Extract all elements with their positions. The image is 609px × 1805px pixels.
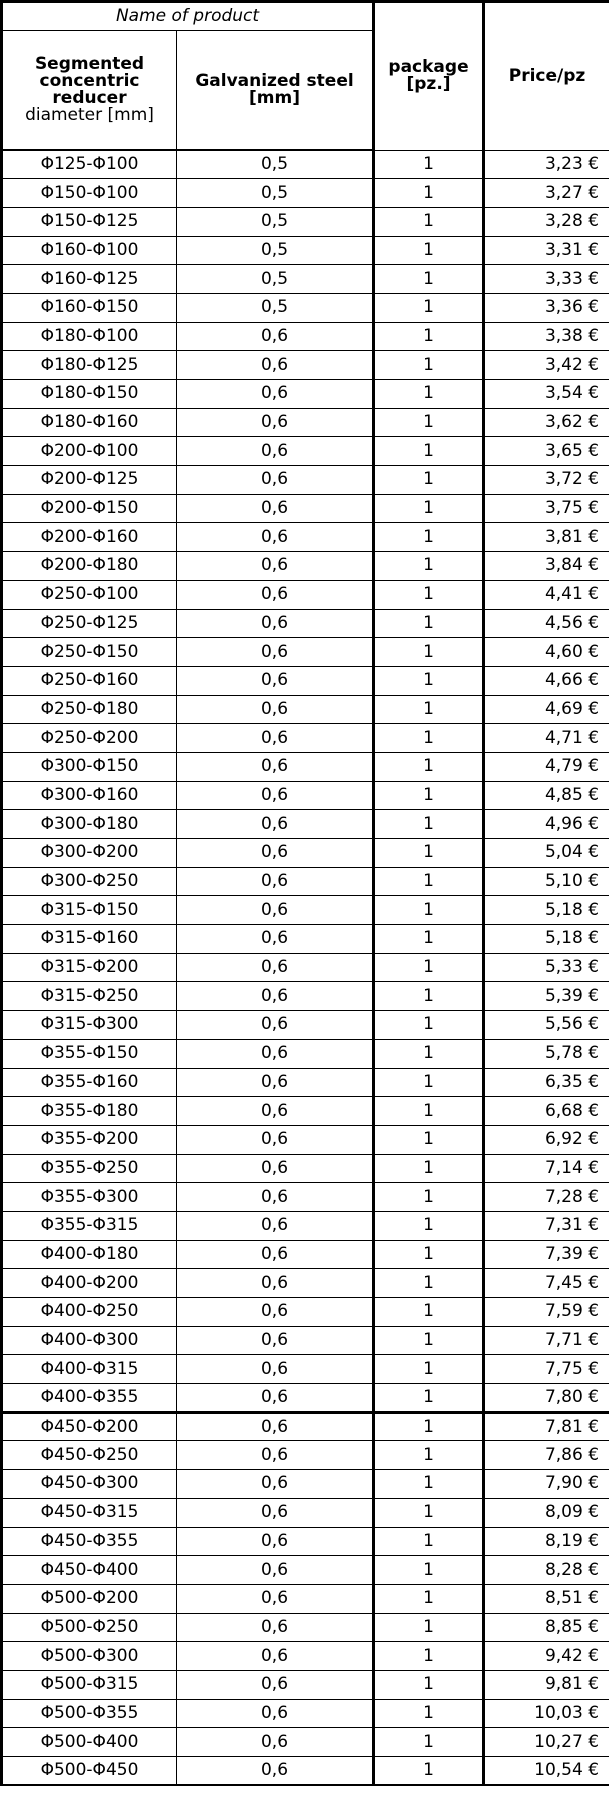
table-row	[2, 781, 609, 810]
table-row	[2, 1384, 609, 1413]
thickness-cell: 0,6	[177, 408, 374, 437]
diameter-cell: Φ500-Φ450	[2, 1757, 177, 1786]
package-cell: 1	[374, 1298, 484, 1327]
price-cell: 5,56 €	[484, 1011, 609, 1040]
diameter-cell: Φ400-Φ315	[2, 1355, 177, 1384]
thickness-cell: 0,6	[177, 1670, 374, 1699]
price-cell: 3,84 €	[484, 552, 609, 581]
table-row	[2, 207, 609, 236]
price-cell: 3,28 €	[484, 207, 609, 236]
price-cell: 4,79 €	[484, 752, 609, 781]
diameter-cell: Φ250-Φ160	[2, 666, 177, 695]
package-cell: 1	[374, 322, 484, 351]
price-cell: 3,65 €	[484, 437, 609, 466]
price-cell: 4,71 €	[484, 724, 609, 753]
diameter-header-line2: concentric	[39, 71, 140, 91]
table-row	[2, 1670, 609, 1699]
price-cell: 5,04 €	[484, 839, 609, 868]
diameter-cell: Φ250-Φ180	[2, 695, 177, 724]
table-row	[2, 466, 609, 495]
package-cell: 1	[374, 1470, 484, 1499]
table-row	[2, 982, 609, 1011]
diameter-cell: Φ500-Φ355	[2, 1699, 177, 1728]
diameter-cell: Φ150-Φ100	[2, 179, 177, 208]
package-cell: 1	[374, 953, 484, 982]
thickness-cell: 0,6	[177, 953, 374, 982]
diameter-cell: Φ300-Φ180	[2, 810, 177, 839]
diameter-header-line3: reducer	[52, 88, 127, 108]
diameter-cell: Φ250-Φ200	[2, 724, 177, 753]
package-cell: 1	[374, 408, 484, 437]
price-cell: 4,56 €	[484, 609, 609, 638]
diameter-cell: Φ500-Φ315	[2, 1670, 177, 1699]
table-row	[2, 236, 609, 265]
price-cell: 5,33 €	[484, 953, 609, 982]
thickness-cell: 0,5	[177, 179, 374, 208]
price-cell: 8,09 €	[484, 1498, 609, 1527]
table-row	[2, 839, 609, 868]
price-header: Price/pz	[484, 2, 609, 151]
diameter-cell: Φ150-Φ125	[2, 207, 177, 236]
price-cell: 7,71 €	[484, 1326, 609, 1355]
price-cell: 3,38 €	[484, 322, 609, 351]
price-cell: 4,96 €	[484, 810, 609, 839]
diameter-cell: Φ200-Φ150	[2, 494, 177, 523]
price-cell: 3,23 €	[484, 150, 609, 179]
price-cell: 9,42 €	[484, 1642, 609, 1671]
price-cell: 5,39 €	[484, 982, 609, 1011]
diameter-cell: Φ160-Φ100	[2, 236, 177, 265]
package-cell: 1	[374, 896, 484, 925]
thickness-cell: 0,6	[177, 552, 374, 581]
package-cell: 1	[374, 839, 484, 868]
package-cell: 1	[374, 1498, 484, 1527]
diameter-cell: Φ180-Φ100	[2, 322, 177, 351]
price-cell: 4,85 €	[484, 781, 609, 810]
price-cell: 8,28 €	[484, 1556, 609, 1585]
diameter-cell: Φ355-Φ160	[2, 1068, 177, 1097]
price-cell: 4,41 €	[484, 580, 609, 609]
package-cell: 1	[374, 437, 484, 466]
diameter-cell: Φ315-Φ200	[2, 953, 177, 982]
price-cell: 7,45 €	[484, 1269, 609, 1298]
diameter-cell: Φ500-Φ200	[2, 1584, 177, 1613]
package-cell: 1	[374, 179, 484, 208]
diameter-cell: Φ450-Φ315	[2, 1498, 177, 1527]
diameter-cell: Φ500-Φ400	[2, 1728, 177, 1757]
package-cell: 1	[374, 1125, 484, 1154]
diameter-cell: Φ180-Φ160	[2, 408, 177, 437]
package-cell: 1	[374, 265, 484, 294]
package-cell: 1	[374, 1728, 484, 1757]
thickness-cell: 0,6	[177, 609, 374, 638]
price-cell: 10,27 €	[484, 1728, 609, 1757]
diameter-cell: Φ400-Φ250	[2, 1298, 177, 1327]
name-of-product-header: Name of product	[2, 2, 374, 31]
table-body	[2, 150, 609, 1785]
package-cell: 1	[374, 1527, 484, 1556]
price-cell: 7,75 €	[484, 1355, 609, 1384]
thickness-cell: 0,6	[177, 1154, 374, 1183]
package-cell: 1	[374, 1011, 484, 1040]
price-cell: 10,54 €	[484, 1757, 609, 1786]
package-cell: 1	[374, 1097, 484, 1126]
thickness-cell: 0,6	[177, 1441, 374, 1470]
diameter-cell: Φ400-Φ355	[2, 1384, 177, 1413]
thickness-cell: 0,6	[177, 896, 374, 925]
price-cell: 4,69 €	[484, 695, 609, 724]
thickness-cell: 0,6	[177, 982, 374, 1011]
thickness-cell: 0,6	[177, 1384, 374, 1413]
thickness-header-line1: Galvanized steel	[195, 71, 354, 91]
thickness-cell: 0,6	[177, 1326, 374, 1355]
diameter-cell: Φ300-Φ200	[2, 839, 177, 868]
price-cell: 7,39 €	[484, 1240, 609, 1269]
price-cell: 8,19 €	[484, 1527, 609, 1556]
package-cell: 1	[374, 1757, 484, 1786]
price-cell: 6,35 €	[484, 1068, 609, 1097]
package-cell: 1	[374, 1642, 484, 1671]
table-row	[2, 1097, 609, 1126]
package-cell: 1	[374, 236, 484, 265]
table-row	[2, 265, 609, 294]
package-cell: 1	[374, 1613, 484, 1642]
diameter-header-line1: Segmented	[34, 54, 145, 74]
thickness-cell: 0,6	[177, 867, 374, 896]
thickness-cell: 0,6	[177, 1728, 374, 1757]
package-header-line2: [pz.]	[406, 74, 451, 95]
thickness-cell: 0,6	[177, 752, 374, 781]
price-cell: 7,81 €	[484, 1412, 609, 1441]
thickness-cell: 0,6	[177, 1699, 374, 1728]
table-row	[2, 293, 609, 322]
diameter-cell: Φ355-Φ150	[2, 1039, 177, 1068]
price-cell: 3,27 €	[484, 179, 609, 208]
diameter-cell: Φ355-Φ180	[2, 1097, 177, 1126]
table-row	[2, 1441, 609, 1470]
package-cell: 1	[374, 1039, 484, 1068]
diameter-cell: Φ200-Φ160	[2, 523, 177, 552]
table-row	[2, 1183, 609, 1212]
thickness-cell: 0,6	[177, 1556, 374, 1585]
package-cell: 1	[374, 609, 484, 638]
package-cell: 1	[374, 580, 484, 609]
table-row	[2, 724, 609, 753]
thickness-cell: 0,5	[177, 207, 374, 236]
thickness-cell: 0,6	[177, 666, 374, 695]
table-row	[2, 1556, 609, 1585]
thickness-cell: 0,6	[177, 1642, 374, 1671]
table-row	[2, 896, 609, 925]
diameter-cell: Φ400-Φ180	[2, 1240, 177, 1269]
price-cell: 3,62 €	[484, 408, 609, 437]
table-row	[2, 1412, 609, 1441]
thickness-cell: 0,6	[177, 351, 374, 380]
table-row	[2, 179, 609, 208]
table-row	[2, 1240, 609, 1269]
thickness-cell: 0,5	[177, 236, 374, 265]
thickness-cell: 0,6	[177, 1298, 374, 1327]
thickness-cell: 0,6	[177, 695, 374, 724]
table-row	[2, 1269, 609, 1298]
package-cell: 1	[374, 466, 484, 495]
price-cell: 4,66 €	[484, 666, 609, 695]
price-cell: 7,14 €	[484, 1154, 609, 1183]
table-row	[2, 810, 609, 839]
diameter-cell: Φ180-Φ125	[2, 351, 177, 380]
thickness-cell: 0,6	[177, 1527, 374, 1556]
diameter-cell: Φ200-Φ125	[2, 466, 177, 495]
price-cell: 8,85 €	[484, 1613, 609, 1642]
table-row	[2, 1757, 609, 1786]
package-cell: 1	[374, 1556, 484, 1585]
diameter-cell: Φ250-Φ125	[2, 609, 177, 638]
price-cell: 9,81 €	[484, 1670, 609, 1699]
diameter-cell: Φ355-Φ315	[2, 1211, 177, 1240]
diameter-cell: Φ500-Φ300	[2, 1642, 177, 1671]
table-row	[2, 953, 609, 982]
price-cell: 3,54 €	[484, 380, 609, 409]
table-row	[2, 580, 609, 609]
package-cell: 1	[374, 781, 484, 810]
package-cell: 1	[374, 867, 484, 896]
thickness-cell: 0,6	[177, 1613, 374, 1642]
thickness-cell: 0,6	[177, 925, 374, 954]
thickness-header	[177, 31, 374, 151]
table-row	[2, 1125, 609, 1154]
price-cell: 4,60 €	[484, 638, 609, 667]
package-cell: 1	[374, 1355, 484, 1384]
package-cell: 1	[374, 1183, 484, 1212]
diameter-cell: Φ250-Φ100	[2, 580, 177, 609]
thickness-cell: 0,6	[177, 1039, 374, 1068]
diameter-cell: Φ160-Φ150	[2, 293, 177, 322]
table-row	[2, 408, 609, 437]
thickness-header-line2: [mm]	[249, 88, 300, 108]
package-cell: 1	[374, 1699, 484, 1728]
package-cell: 1	[374, 293, 484, 322]
table-row	[2, 1584, 609, 1613]
thickness-cell: 0,6	[177, 494, 374, 523]
table-row	[2, 1699, 609, 1728]
diameter-cell: Φ200-Φ180	[2, 552, 177, 581]
thickness-cell: 0,6	[177, 1183, 374, 1212]
diameter-cell: Φ450-Φ200	[2, 1412, 177, 1441]
diameter-cell: Φ250-Φ150	[2, 638, 177, 667]
thickness-cell: 0,6	[177, 1068, 374, 1097]
table-row	[2, 695, 609, 724]
thickness-cell: 0,6	[177, 810, 374, 839]
thickness-cell: 0,6	[177, 322, 374, 351]
table-row	[2, 494, 609, 523]
price-cell: 6,92 €	[484, 1125, 609, 1154]
package-cell: 1	[374, 695, 484, 724]
package-cell: 1	[374, 666, 484, 695]
diameter-cell: Φ400-Φ300	[2, 1326, 177, 1355]
diameter-cell: Φ160-Φ125	[2, 265, 177, 294]
package-cell: 1	[374, 724, 484, 753]
thickness-cell: 0,6	[177, 466, 374, 495]
package-cell: 1	[374, 1269, 484, 1298]
package-cell: 1	[374, 207, 484, 236]
thickness-cell: 0,6	[177, 523, 374, 552]
thickness-cell: 0,6	[177, 638, 374, 667]
price-cell: 5,18 €	[484, 896, 609, 925]
thickness-cell: 0,6	[177, 1412, 374, 1441]
thickness-cell: 0,5	[177, 293, 374, 322]
package-cell: 1	[374, 351, 484, 380]
table-row	[2, 1011, 609, 1040]
price-cell: 7,31 €	[484, 1211, 609, 1240]
diameter-cell: Φ125-Φ100	[2, 150, 177, 179]
table-row	[2, 322, 609, 351]
price-cell: 5,78 €	[484, 1039, 609, 1068]
price-cell: 10,03 €	[484, 1699, 609, 1728]
price-cell: 5,10 €	[484, 867, 609, 896]
diameter-cell: Φ315-Φ300	[2, 1011, 177, 1040]
table-row	[2, 1498, 609, 1527]
package-cell: 1	[374, 1670, 484, 1699]
package-cell: 1	[374, 925, 484, 954]
diameter-header-unit: diameter [mm]	[25, 105, 154, 125]
table-row	[2, 523, 609, 552]
table-row	[2, 1527, 609, 1556]
package-cell: 1	[374, 1211, 484, 1240]
table-row	[2, 1728, 609, 1757]
price-cell: 5,18 €	[484, 925, 609, 954]
table-row	[2, 150, 609, 179]
thickness-cell: 0,6	[177, 580, 374, 609]
thickness-cell: 0,6	[177, 1125, 374, 1154]
table-row	[2, 437, 609, 466]
package-cell: 1	[374, 1412, 484, 1441]
diameter-cell: Φ300-Φ250	[2, 867, 177, 896]
table-row	[2, 609, 609, 638]
price-cell: 3,33 €	[484, 265, 609, 294]
package-cell: 1	[374, 810, 484, 839]
price-cell: 3,36 €	[484, 293, 609, 322]
diameter-cell: Φ315-Φ150	[2, 896, 177, 925]
table-row	[2, 1613, 609, 1642]
table-row	[2, 1039, 609, 1068]
thickness-cell: 0,6	[177, 724, 374, 753]
thickness-cell: 0,6	[177, 781, 374, 810]
diameter-cell: Φ300-Φ160	[2, 781, 177, 810]
package-cell: 1	[374, 752, 484, 781]
thickness-cell: 0,5	[177, 265, 374, 294]
diameter-cell: Φ200-Φ100	[2, 437, 177, 466]
table-row	[2, 1326, 609, 1355]
price-cell: 7,80 €	[484, 1384, 609, 1413]
package-header	[374, 2, 484, 151]
table-row	[2, 1154, 609, 1183]
table-row	[2, 666, 609, 695]
diameter-header	[2, 31, 177, 151]
table-row	[2, 867, 609, 896]
diameter-cell: Φ180-Φ150	[2, 380, 177, 409]
diameter-cell: Φ450-Φ250	[2, 1441, 177, 1470]
price-cell: 6,68 €	[484, 1097, 609, 1126]
package-cell: 1	[374, 150, 484, 179]
package-cell: 1	[374, 1584, 484, 1613]
price-cell: 7,86 €	[484, 1441, 609, 1470]
package-cell: 1	[374, 1441, 484, 1470]
thickness-cell: 0,6	[177, 437, 374, 466]
thickness-cell: 0,6	[177, 1498, 374, 1527]
table-row	[2, 1211, 609, 1240]
diameter-cell: Φ355-Φ200	[2, 1125, 177, 1154]
table-row	[2, 1298, 609, 1327]
diameter-cell: Φ500-Φ250	[2, 1613, 177, 1642]
diameter-cell: Φ355-Φ250	[2, 1154, 177, 1183]
price-cell: 3,81 €	[484, 523, 609, 552]
package-cell: 1	[374, 638, 484, 667]
package-cell: 1	[374, 1384, 484, 1413]
package-cell: 1	[374, 1326, 484, 1355]
thickness-cell: 0,6	[177, 1240, 374, 1269]
diameter-cell: Φ315-Φ160	[2, 925, 177, 954]
price-cell: 3,72 €	[484, 466, 609, 495]
table-row	[2, 380, 609, 409]
thickness-cell: 0,5	[177, 150, 374, 179]
thickness-cell: 0,6	[177, 1269, 374, 1298]
table-row	[2, 1470, 609, 1499]
diameter-cell: Φ300-Φ150	[2, 752, 177, 781]
diameter-cell: Φ450-Φ400	[2, 1556, 177, 1585]
table-row	[2, 752, 609, 781]
table-row	[2, 1068, 609, 1097]
diameter-cell: Φ355-Φ300	[2, 1183, 177, 1212]
package-header-line1: package	[388, 57, 469, 78]
price-cell: 7,59 €	[484, 1298, 609, 1327]
diameter-cell: Φ400-Φ200	[2, 1269, 177, 1298]
thickness-cell: 0,6	[177, 1470, 374, 1499]
diameter-cell: Φ450-Φ355	[2, 1527, 177, 1556]
thickness-cell: 0,6	[177, 839, 374, 868]
table-row	[2, 925, 609, 954]
diameter-cell: Φ450-Φ300	[2, 1470, 177, 1499]
thickness-cell: 0,6	[177, 1211, 374, 1240]
price-cell: 8,51 €	[484, 1584, 609, 1613]
price-cell: 7,28 €	[484, 1183, 609, 1212]
price-cell: 3,31 €	[484, 236, 609, 265]
table-row	[2, 638, 609, 667]
package-cell: 1	[374, 1068, 484, 1097]
table-row	[2, 552, 609, 581]
thickness-cell: 0,6	[177, 1011, 374, 1040]
package-cell: 1	[374, 523, 484, 552]
thickness-cell: 0,6	[177, 380, 374, 409]
package-cell: 1	[374, 494, 484, 523]
table-row	[2, 1355, 609, 1384]
thickness-cell: 0,6	[177, 1355, 374, 1384]
table-row	[2, 1642, 609, 1671]
table-row	[2, 351, 609, 380]
thickness-cell: 0,6	[177, 1584, 374, 1613]
thickness-cell: 0,6	[177, 1757, 374, 1786]
package-cell: 1	[374, 982, 484, 1011]
package-cell: 1	[374, 380, 484, 409]
thickness-cell: 0,6	[177, 1097, 374, 1126]
package-cell: 1	[374, 1154, 484, 1183]
price-cell: 3,75 €	[484, 494, 609, 523]
diameter-cell: Φ315-Φ250	[2, 982, 177, 1011]
package-cell: 1	[374, 1240, 484, 1269]
package-cell: 1	[374, 552, 484, 581]
price-cell: 7,90 €	[484, 1470, 609, 1499]
price-cell: 3,42 €	[484, 351, 609, 380]
